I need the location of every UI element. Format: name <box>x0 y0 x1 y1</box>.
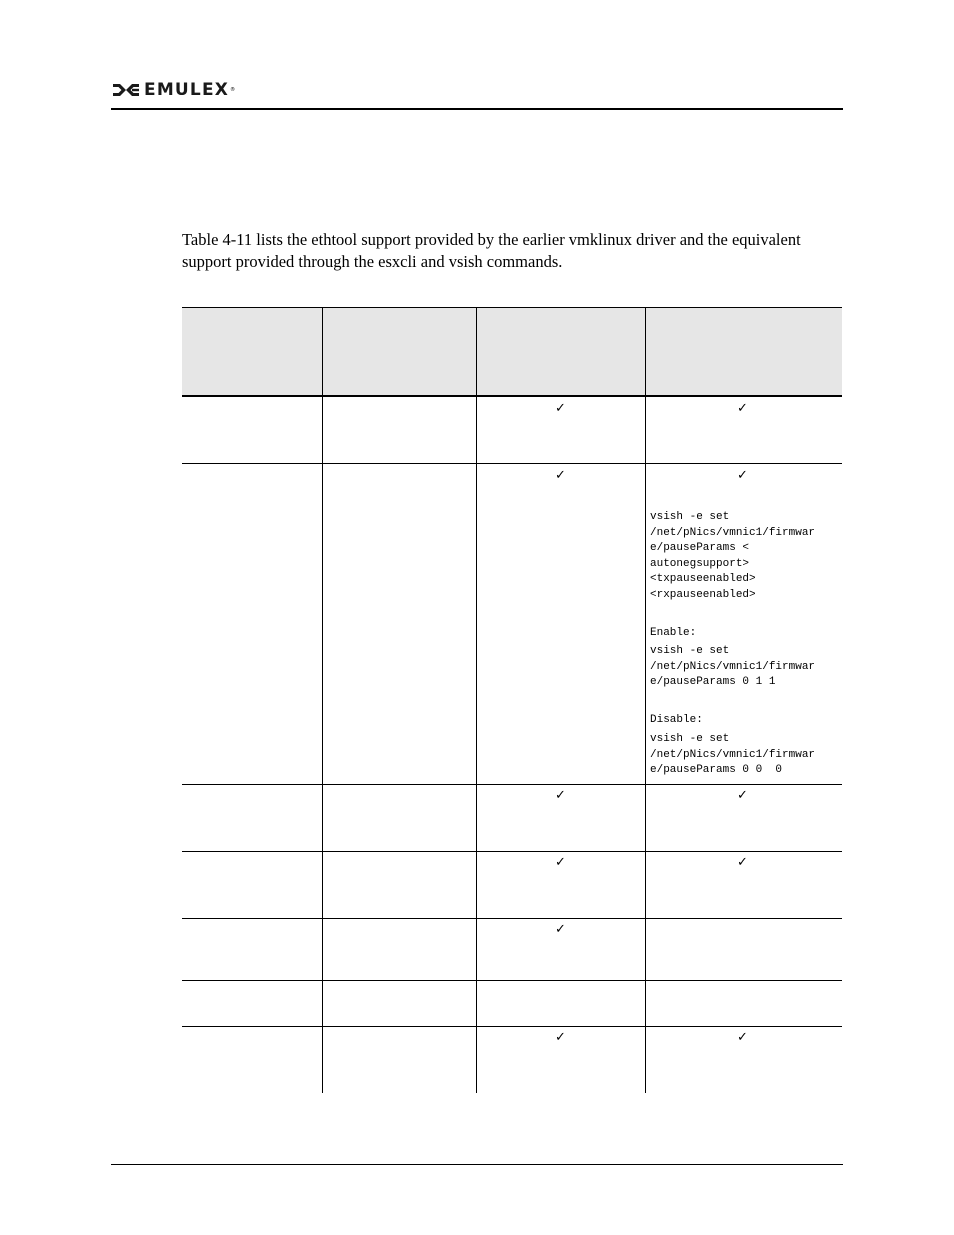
row-divider <box>182 980 842 981</box>
enable-command: vsish -e set /net/pNics/vmnic1/firmwar e/pauseParams 0 1 1 <box>650 645 816 688</box>
pause-params-command: vsish -e set /net/pNics/vmnic1/firmwar e/pauseParams < autonegsupport> <txpauseenabled> <rxpauseenabled> <box>650 511 816 601</box>
check-mark-icon: ✓ <box>737 1030 748 1045</box>
check-mark-icon: ✓ <box>555 401 566 416</box>
logo-trademark: ® <box>230 87 236 93</box>
check-mark-icon: ✓ <box>737 401 748 416</box>
column-divider <box>476 307 477 1093</box>
row-divider <box>182 1026 842 1027</box>
disable-command: vsish -e set /net/pNics/vmnic1/firmwar e/pauseParams 0 0 0 <box>650 733 816 776</box>
disable-label: Disable: <box>650 714 703 726</box>
check-mark-icon: ✓ <box>555 468 566 483</box>
check-mark-icon: ✓ <box>737 468 748 483</box>
emulex-logo <box>112 80 235 100</box>
check-mark-icon: ✓ <box>555 788 566 803</box>
check-mark-icon: ✓ <box>555 1030 566 1045</box>
header-rule <box>111 108 843 110</box>
check-mark-icon: ✓ <box>555 855 566 870</box>
footer-rule <box>111 1164 843 1165</box>
check-mark-icon: ✓ <box>555 922 566 937</box>
row-divider <box>182 851 842 852</box>
check-mark-icon: ✓ <box>737 855 748 870</box>
check-mark-icon: ✓ <box>737 788 748 803</box>
emulex-logo-icon <box>112 82 140 98</box>
row-divider <box>182 463 842 464</box>
enable-label: Enable: <box>650 627 697 639</box>
row-divider <box>182 784 842 785</box>
column-divider <box>645 307 646 1093</box>
intro-paragraph: Table 4-11 lists the ethtool support provided by the earlier vmklinux driver and the equivalent support provided through the esxcli and vsish commands. <box>182 230 801 271</box>
table-header-row <box>182 308 842 397</box>
logo-wordmark: EMULEX <box>144 80 230 100</box>
row-divider <box>182 918 842 919</box>
column-divider <box>322 307 323 1093</box>
